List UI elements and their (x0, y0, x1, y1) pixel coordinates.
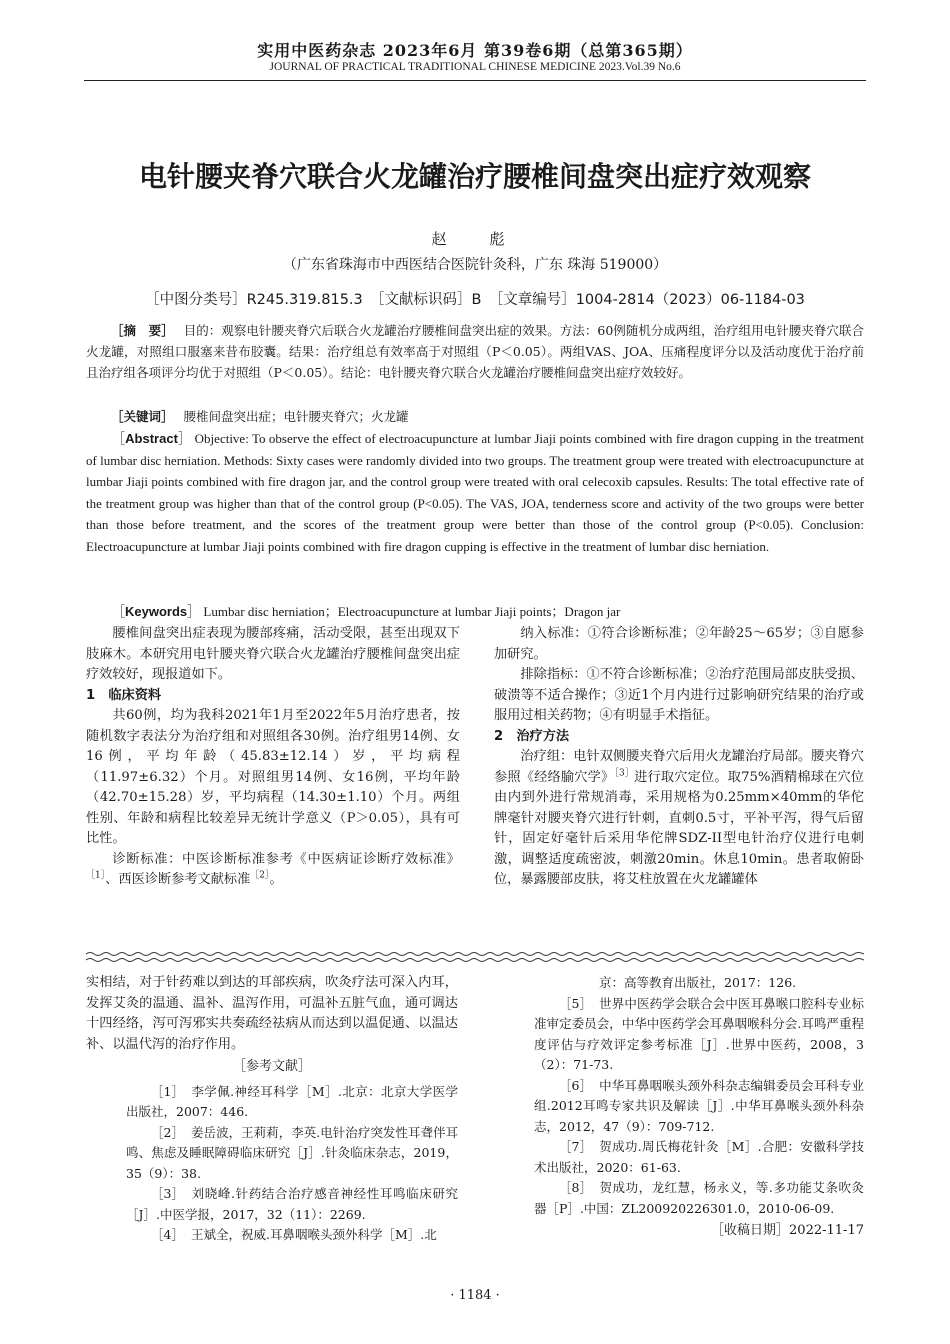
clinical-data-paragraph: 共60例，均为我科2021年1月至2022年5月治疗患者，按随机数字表法分为治疗组和对照组各30例。治疗组男14例、女16例，平均年龄（45.83±12.14）岁，平均病程（11.97±6.32）个月。对照组男14例、女16例，平均年龄（42.70±15.28）岁，平均病程（14.30±1.10）个月。两组性别、年龄和病程比较差异无统计学意义（P＞0.05），具有可比性。 (86, 708, 460, 846)
reference-tag: ［6］ (559, 1077, 592, 1093)
classification-line: ［中图分类号］R245.319.815.3 ［文献标识码］B ［文章编号］1004-2814（2023）06-1184-03 (145, 292, 805, 308)
abstract-en-label: Abstract (125, 431, 178, 446)
lower-paragraph: 实相结，对于针药难以到达的耳部疾病，吹灸疗法可深入内耳，发挥艾灸的温通、温补、温泻作用，可温补五脏气血，通可调达十四经络，泻可泻邪实共奏疏经祛病从而达到以温促通、以温达补、以温代泻的治疗作用。 (86, 975, 458, 1052)
reference-item (86, 1184, 458, 1225)
journal-header-cn: 实用中医药杂志 2023年6月 第39卷6期（总第365期） (257, 41, 693, 60)
reference-text: 贺成功，龙红慧，杨永义，等.多功能艾条吹灸器［P］.中国：ZL200920226301.0，2010-06-09. (534, 1180, 864, 1216)
section-heading-2: 2 治疗方法 (494, 728, 570, 744)
reference-item (494, 1137, 864, 1178)
keywords-en-label: Keywords (125, 604, 188, 619)
reference-tag: ［7］ (559, 1139, 592, 1154)
keywords-en-text: Lumbar disc herniation；Electroacupuncture at lumbar Jiaji points；Dragon jar (203, 604, 621, 619)
abstract-cn (86, 320, 864, 383)
section-heading-1: 1 临床资料 (86, 687, 162, 703)
diagnosis-paragraph (86, 850, 460, 891)
references-list-right (494, 994, 864, 1220)
exclusion-paragraph: 排除指标：①不符合诊断标准；②治疗范围局部皮肤受损、破溃等不适合操作；③近1个月内进行过影响研究结果的治疗或服用过相关药物；④有明显手术指征。 (494, 667, 864, 723)
abstract-cn-text: 目的：观察电针腰夹脊穴后联合火龙罐治疗腰椎间盘突出症的效果。方法：60例随机分成两组，治疗组用电针腰夹脊穴联合火龙罐，对照组口服塞来昔布胶囊。结果：治疗组总有效率高于对照组（P＜0.05）。两组VAS、JOA、压痛程度评分以及活动度优于治疗前且治疗组各项评分均优于对照组（P＜0.05）。结论：电针腰夹脊穴联合火龙罐治疗腰椎间盘突出症疗效较好。 (86, 323, 864, 380)
abstract-en: ［Abstract］ Objective: To observe the effect of electroacupuncture at lumbar Jiaji points combined with fire dragon cupping in the treatment of lumbar disc herniation. Methods: Sixty cases were randomly divided into two groups. The treatment group were treated with electroacupuncture at lumbar Jiaji points combined with fire dragon jar, and the control group were treated with oral celecoxib capsules. Results: The total effective rate of the treatment group was higher than that of the control group (P<0.05). The VAS, JOA, tenderness score and activity of the two groups were better than those before treatment, and the scores of the treatment group were better than those of the control group (P<0.05). Conclusion: Electroacupuncture at lumbar Jiaji points combined with fire dragon cupping is effective in the treatment of lumbar disc herniation. (86, 431, 864, 554)
treatment-paragraph (494, 747, 864, 891)
reference-text: 王斌全，祝威.耳鼻咽喉头颈外科学［M］.北 (191, 1227, 437, 1242)
citation-2: ［2］ (250, 870, 270, 881)
reference-text: 刘晓峰.针药结合治疗感音神经性耳鸣临床研究［J］.中医学报，2017，32（11）：2269. (126, 1186, 458, 1222)
body-left-column (86, 624, 460, 891)
intro-paragraph: 腰椎间盘突出症表现为腰部疼痛，活动受限，甚至出现双下肢麻木。本研究用电针腰夹脊穴联合火龙罐治疗腰椎间盘突出症疗效较好，现报道如下。 (86, 626, 460, 682)
reference-text: 姜岳波，王莉莉，李英.电针治疗突发性耳聋伴耳鸣、焦虑及睡眠障碍临床研究［J］.针灸临床杂志，2019，35（9）：38. (126, 1124, 458, 1181)
reference-tag: ［5］ (559, 995, 592, 1011)
body-right-column (494, 624, 864, 891)
journal-header-en: JOURNAL OF PRACTICAL TRADITIONAL CHINESE MEDICINE 2023.Vol.39 No.6 (269, 61, 681, 73)
author: 赵 彪 (431, 230, 519, 248)
affiliation: （广东省珠海市中西医结合医院针灸科，广东 珠海 519000） (282, 257, 668, 273)
article-title: 电针腰夹脊穴联合火龙罐治疗腰椎间盘突出症疗效观察 (138, 160, 811, 193)
references-title: ［参考文献］ (232, 1059, 311, 1074)
reference-continuation (494, 973, 864, 994)
reference-text: 李学佩.神经耳科学［M］.北京：北京大学医学出版社，2007：446. (126, 1083, 458, 1119)
inclusion-paragraph: 纳入标准：①符合诊断标准；②年龄25～65岁；③自愿参加研究。 (494, 626, 864, 662)
lower-left-column (86, 973, 458, 1246)
reference-item (86, 1123, 458, 1185)
citation-3: ［3］ (614, 768, 635, 779)
reference-tag: ［2］ (151, 1124, 184, 1140)
wavy-separator (86, 951, 864, 963)
reference-tag: ［1］ (151, 1083, 184, 1099)
diagnosis-text-a: 诊断标准：中医诊断标准参考《中医病证诊断疗效标准》 (112, 851, 460, 867)
keywords-cn-text: 腰椎间盘突出症；电针腰夹脊穴；火龙罐 (183, 409, 409, 424)
reference-item (494, 1076, 864, 1138)
reference-4-continued: 京：高等教育出版社，2017：126. (599, 975, 797, 990)
abstract-cn-label: ［摘 要］ (111, 323, 174, 338)
keywords-cn (86, 406, 864, 427)
reference-tag: ［4］ (151, 1227, 184, 1242)
abstract-en-text: Objective: To observe the effect of electroacupuncture at lumbar Jiaji points combined with fire dragon cupping in the treatment of lumbar disc herniation. Methods: Sixty cases were randomly divided into two groups. The treatment group were treated with electroacupuncture at lumbar Jiaji points combined with fire dragon jar, and the control group were treated with oral celecoxib capsules. Results: The total effective rate of the treatment group was higher than that of the control group (P<0.05). The VAS, JOA, tenderness score and activity of the two groups were better than those before treatment, and the scores of the treatment group were better than those of the control group (P<0.05). Conclusion: Electroacupuncture at lumbar Jiaji points combined with fire dragon cupping is effective in the treatment of lumbar disc herniation. (86, 431, 864, 554)
references-list-left (86, 1082, 458, 1246)
reference-tag: ［8］ (559, 1180, 592, 1195)
reference-tag: ［3］ (151, 1186, 184, 1201)
reference-text: 世界中医药学会联合会中医耳鼻喉口腔科专业标准审定委员会，中华中医药学会耳鼻咽喉科分会.耳鸣严重程度评估与疗效评定参考标准［J］.世界中医药，2008，3（2）：71-73. (534, 995, 864, 1072)
page-number: · 1184 · (450, 1288, 500, 1303)
treatment-text-b: 进行取穴定位。取75%酒精棉球在穴位由内到外进行常规消毒，采用规格为0.25mm×40mm的华佗牌毫针对腰夹脊穴进行针刺，直刺0.5寸，平补平泻，得气后留针，固定好毫针后采用华佗牌SDZ-II型电针治疗仪进行电刺激，调整适度疏密波，刺激20min。休息10min。患者取俯卧位，暴露腰部皮肤，将艾柱放置在火龙罐罐体 (494, 769, 864, 887)
lower-right-column (494, 973, 864, 1242)
keywords-en: ［Keywords］ Lumbar disc herniation；Electroacupuncture at lumbar Jiaji points；Dragon jar (112, 604, 621, 619)
header-rule (84, 80, 866, 81)
reference-text: 中华耳鼻咽喉头颈外科杂志编辑委员会耳科专业组.2012耳鸣专家共识及解读［J］.中华耳鼻喉头颈外科杂志，2012，47（9）：709-712. (534, 1077, 864, 1134)
keywords-cn-label: ［关键词］ (111, 409, 174, 424)
reference-item (86, 1082, 458, 1123)
reference-text: 贺成功.周氏梅花针灸［M］.合肥：安徽科学技术出版社，2020：61-63. (534, 1139, 864, 1175)
reference-item (494, 1178, 864, 1219)
reference-item (86, 1225, 458, 1246)
citation-1: ［1］ (86, 870, 106, 881)
received-date: ［收稿日期］2022-11-17 (711, 1223, 864, 1238)
reference-item (494, 994, 864, 1076)
diagnosis-text-c: 。 (269, 872, 283, 887)
diagnosis-text-b: 、西医诊断参考文献标准 (105, 872, 251, 887)
treatment-text-a: 治疗组：电针双侧腰夹脊穴后用火龙罐治疗局部。腰夹脊穴参照《经络腧穴学》 (494, 749, 864, 785)
